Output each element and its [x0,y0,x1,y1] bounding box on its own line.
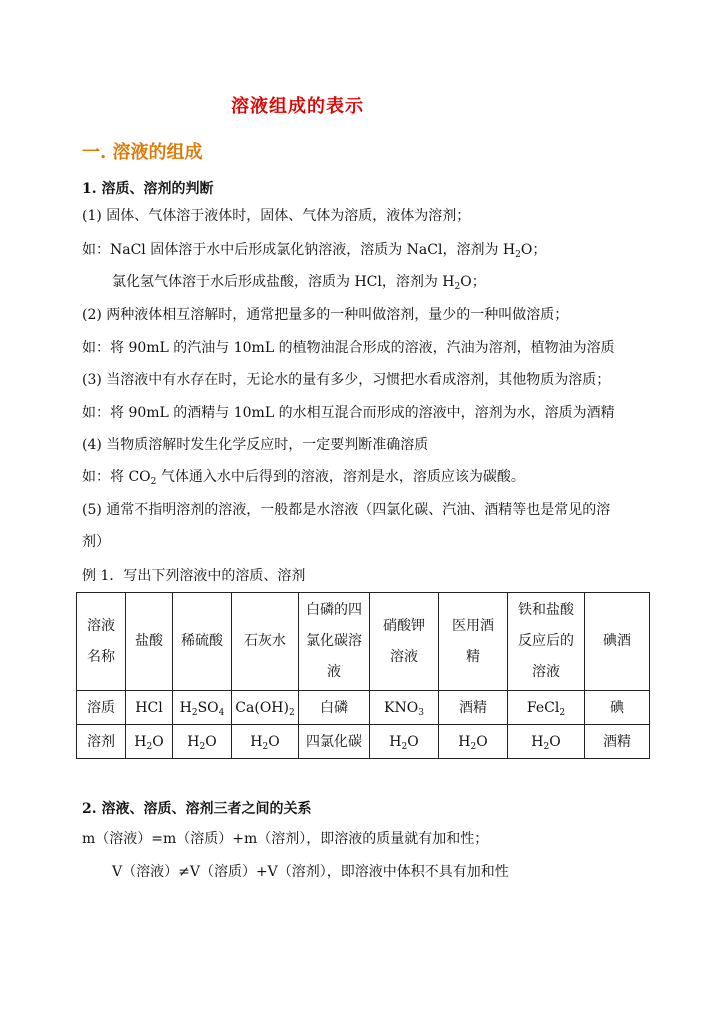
table-cell: FeCl$_2$ [508,691,585,725]
paragraph-line-4: (2) 两种液体相互溶解时，通常把量多的一种叫做溶剂，量少的一种叫做溶质； [82,307,569,323]
subheading-1: 1. 溶质、溶剂的判断 [82,181,214,197]
subheading-2: 2. 溶液、溶质、溶剂三者之间的关系 [82,801,312,817]
table-cell: 硝酸钾 溶液 [370,593,439,691]
table-cell: $H_2O$ [173,725,232,759]
table-cell: $Ca(OH)_2$ [232,691,299,725]
table-cell: 碘酒 [585,593,650,691]
example-prompt: 例 1．写出下列溶液中的溶质、溶剂 [82,568,306,584]
table-cell: 铁和盐酸 反应后的 溶液 [508,593,585,691]
paragraph-line-8: (4) 当物质溶解时发生化学反应时，一定要判断准确溶质 [82,437,429,453]
paragraph-line-10: (5) 通常不指明溶剂的溶液，一般都是水溶液（四氯化碳、汽油、酒精等也是常见的溶 [82,502,611,518]
table-row [77,691,650,725]
paragraph-line-3: 氯化氢气体溶于水后形成盐酸，溶质为 HCl，溶剂为 $H_2O$； [112,274,486,292]
table-cell: 溶剂 [77,725,126,759]
table-cell: 白磷的四 氯化碳溶 液 [299,593,370,691]
table-cell: $H_2O$ [370,725,439,759]
paragraph-line-11: 剂） [82,534,110,550]
title-text: 溶液组成的表示 [231,96,364,117]
document-title [0,92,725,118]
paragraph-line-5: 如：将 90mL 的汽油与 10mL 的植物油混合形成的溶液，汽油为溶剂，植物油为溶质 [82,340,615,356]
table-cell: 酒精 [585,725,650,759]
table-cell: 盐酸 [126,593,173,691]
table-cell: $H_2O$ [508,725,585,759]
paragraph-line-2: 如：NaCl 固体溶于水中后形成氯化钠溶液，溶质为 NaCl，溶剂为 $H_2O$； [82,242,547,260]
table-cell: 石灰水 [232,593,299,691]
table-cell: 溶液 名称 [77,593,126,691]
solute-solvent-table [76,592,650,759]
table-row [77,593,650,691]
table-cell: $H_2O$ [126,725,173,759]
section-heading-1: 一. 溶液的组成 [82,142,203,163]
paragraph-line-6: (3) 当溶液中有水存在时，无论水的量有多少，习惯把水看成溶剂，其他物质为溶质； [82,372,611,388]
paragraph-line-7: 如：将 90mL 的酒精与 10mL 的水相互混合而形成的溶液中，溶剂为水，溶质为酒精 [82,405,615,421]
table-cell: HCl [126,691,173,725]
paragraph-line-1: (1) 固体、气体溶于液体时，固体、气体为溶质，液体为溶剂； [82,208,471,224]
table-cell: 碘 [585,691,650,725]
table-cell: $KNO_3$ [370,691,439,725]
table-cell: 酒精 [439,691,508,725]
table-cell: 医用酒 精 [439,593,508,691]
table-cell: $H_2O$ [232,725,299,759]
table-cell: $H_2O$ [439,725,508,759]
table-row [77,725,650,759]
table-cell: 白磷 [299,691,370,725]
table-cell: 溶质 [77,691,126,725]
paragraph-line-9: 如：将 $CO_2$ 气体通入水中后得到的溶液，溶剂是水，溶质应该为碳酸。 [82,469,525,487]
table-cell: $H_2SO_4$ [173,691,232,725]
relation-volume: V（溶液）≠V（溶质）+V（溶剂），即溶液中体积不具有加和性 [112,864,509,880]
table-cell: 稀硫酸 [173,593,232,691]
relation-mass: m（溶液）=m（溶质）+m（溶剂），即溶液的质量就有加和性； [82,831,489,847]
table-cell: 四氯化碳 [299,725,370,759]
